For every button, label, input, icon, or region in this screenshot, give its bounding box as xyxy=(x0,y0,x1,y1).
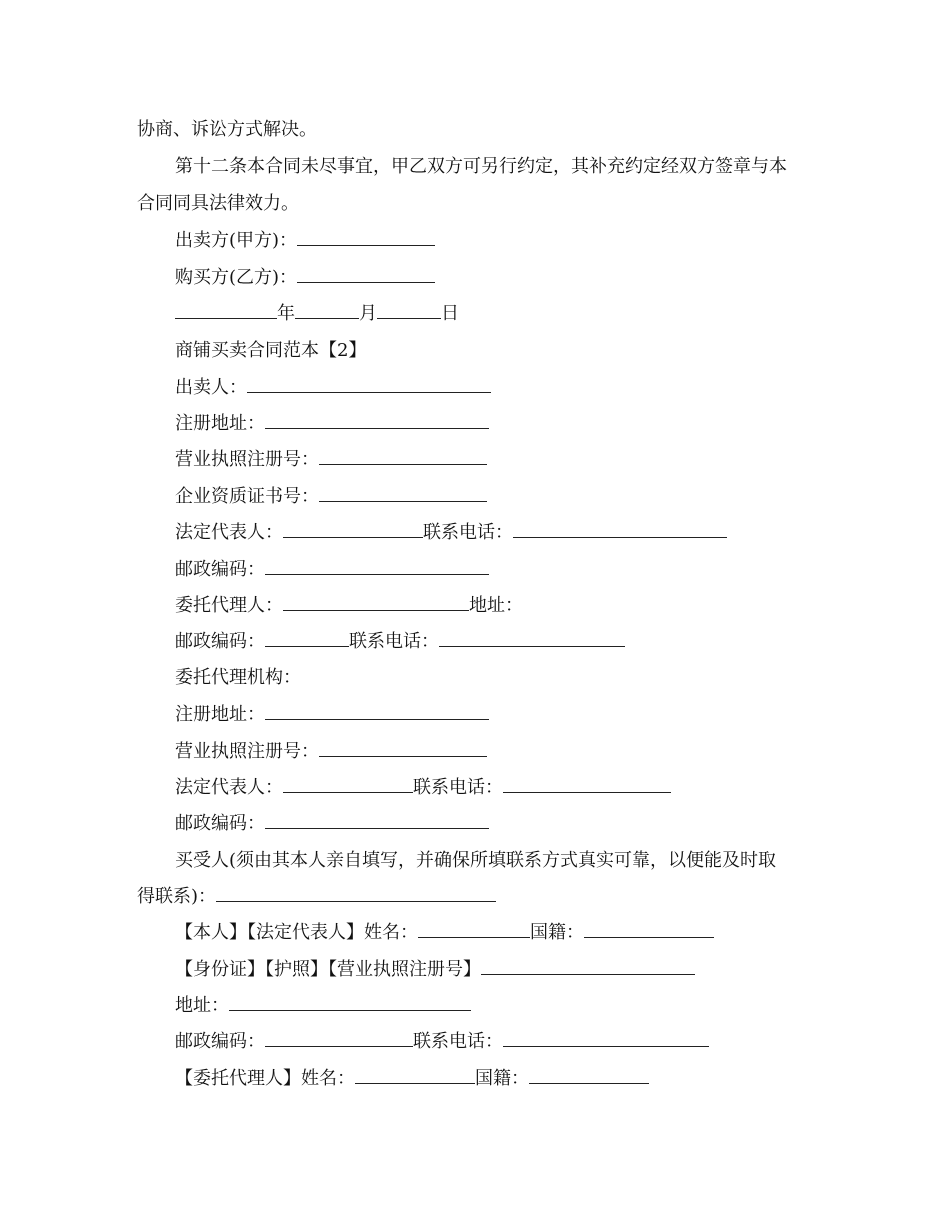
year-blank[interactable] xyxy=(175,302,277,319)
label: 【委托代理人】姓名： xyxy=(175,1068,355,1089)
buyer-party-b-line xyxy=(175,266,435,290)
label: 【身份证】【护照】【营业执照注册号】 xyxy=(175,959,481,980)
agency-legal-rep-phone-line xyxy=(175,776,671,800)
label: 注册地址： xyxy=(175,413,265,434)
label: 地址： xyxy=(469,595,523,616)
paragraph-continuation xyxy=(137,118,317,142)
clause-12-line-1 xyxy=(175,155,787,179)
year-label: 年 xyxy=(277,303,295,324)
day-blank[interactable] xyxy=(377,302,441,319)
field-blank[interactable] xyxy=(355,1067,475,1084)
signature-blank[interactable] xyxy=(297,229,435,246)
field-blank[interactable] xyxy=(265,1030,413,1047)
label: 国籍： xyxy=(475,1068,529,1089)
date-line xyxy=(175,302,459,326)
field-blank[interactable] xyxy=(283,594,469,611)
buyer-intro-line-2 xyxy=(137,885,496,909)
field-blank[interactable] xyxy=(319,740,487,757)
label: 委托代理机构： xyxy=(175,667,301,688)
label: 【本人】【法定代表人】姓名： xyxy=(175,922,418,943)
label: 企业资质证书号： xyxy=(175,486,319,507)
label: 出卖人： xyxy=(175,377,247,398)
label: 联系电话： xyxy=(413,1031,503,1052)
signature-blank[interactable] xyxy=(297,266,435,283)
field-blank[interactable] xyxy=(265,703,489,720)
label: 法定代表人： xyxy=(175,777,283,798)
label: 地址： xyxy=(175,995,229,1016)
label: 邮政编码： xyxy=(175,813,265,834)
buyer-postcode-phone-line xyxy=(175,1030,709,1054)
business-license-line xyxy=(175,448,487,472)
field-blank[interactable] xyxy=(481,958,695,975)
field-blank[interactable] xyxy=(529,1067,649,1084)
label: 购买方(乙方)： xyxy=(175,267,298,288)
field-blank[interactable] xyxy=(319,448,487,465)
contract-title-2 xyxy=(175,339,366,363)
agency-business-license-line xyxy=(175,740,487,764)
field-blank[interactable] xyxy=(265,630,349,647)
label: 营业执照注册号： xyxy=(175,449,319,470)
seller-party-a-line xyxy=(175,229,435,253)
field-blank[interactable] xyxy=(513,521,727,538)
month-blank[interactable] xyxy=(295,302,359,319)
day-label: 日 xyxy=(441,303,459,324)
agency-postcode-line xyxy=(175,812,489,836)
field-blank[interactable] xyxy=(265,812,489,829)
registered-address-line xyxy=(175,412,489,436)
field-blank[interactable] xyxy=(265,412,489,429)
buyer-id-docs-line xyxy=(175,958,695,982)
label: 邮政编码： xyxy=(175,1031,265,1052)
label: 邮政编码： xyxy=(175,559,265,580)
buyer-intro-line-1 xyxy=(175,849,776,873)
field-blank[interactable] xyxy=(247,376,491,393)
label: 联系电话： xyxy=(423,522,513,543)
buyer-address-line xyxy=(175,994,471,1018)
text: 买受人(须由其本人亲自填写，并确保所填联系方式真实可靠，以便能及时取 xyxy=(175,850,777,871)
label: 邮政编码： xyxy=(175,631,265,652)
text: 协商、诉讼方式解决。 xyxy=(137,119,317,140)
label: 联系电话： xyxy=(413,777,503,798)
clause-12-line-2 xyxy=(137,192,299,216)
field-blank[interactable] xyxy=(283,521,423,538)
text: 第十二条本合同未尽事宜，甲乙双方可另行约定，其补充约定经双方签章与本 xyxy=(175,156,787,177)
field-blank[interactable] xyxy=(229,994,471,1011)
label: 国籍： xyxy=(530,922,584,943)
field-blank[interactable] xyxy=(283,776,413,793)
field-blank[interactable] xyxy=(439,630,625,647)
field-blank[interactable] xyxy=(584,921,714,938)
buyer-agent-name-nationality-line xyxy=(175,1067,649,1091)
field-blank[interactable] xyxy=(418,921,530,938)
field-blank[interactable] xyxy=(216,885,496,902)
agency-line xyxy=(175,666,301,690)
text: 商铺买卖合同范本【2】 xyxy=(175,340,367,361)
month-label: 月 xyxy=(359,303,377,324)
label: 法定代表人： xyxy=(175,522,283,543)
postcode-phone-line xyxy=(175,630,625,654)
label: 出卖方(甲方)： xyxy=(175,230,298,251)
label: 得联系)： xyxy=(137,886,217,907)
text: 合同同具法律效力。 xyxy=(137,193,299,214)
field-blank[interactable] xyxy=(319,485,487,502)
postcode-line xyxy=(175,558,489,582)
field-blank[interactable] xyxy=(503,1030,709,1047)
label: 注册地址： xyxy=(175,704,265,725)
field-blank[interactable] xyxy=(503,776,671,793)
label: 委托代理人： xyxy=(175,595,283,616)
label: 营业执照注册号： xyxy=(175,741,319,762)
agency-registered-address-line xyxy=(175,703,489,727)
seller-line xyxy=(175,376,491,400)
agent-address-line xyxy=(175,594,523,618)
qualification-cert-line xyxy=(175,485,487,509)
legal-rep-phone-line xyxy=(175,521,727,545)
field-blank[interactable] xyxy=(265,558,489,575)
buyer-name-nationality-line xyxy=(175,921,714,945)
label: 联系电话： xyxy=(349,631,439,652)
